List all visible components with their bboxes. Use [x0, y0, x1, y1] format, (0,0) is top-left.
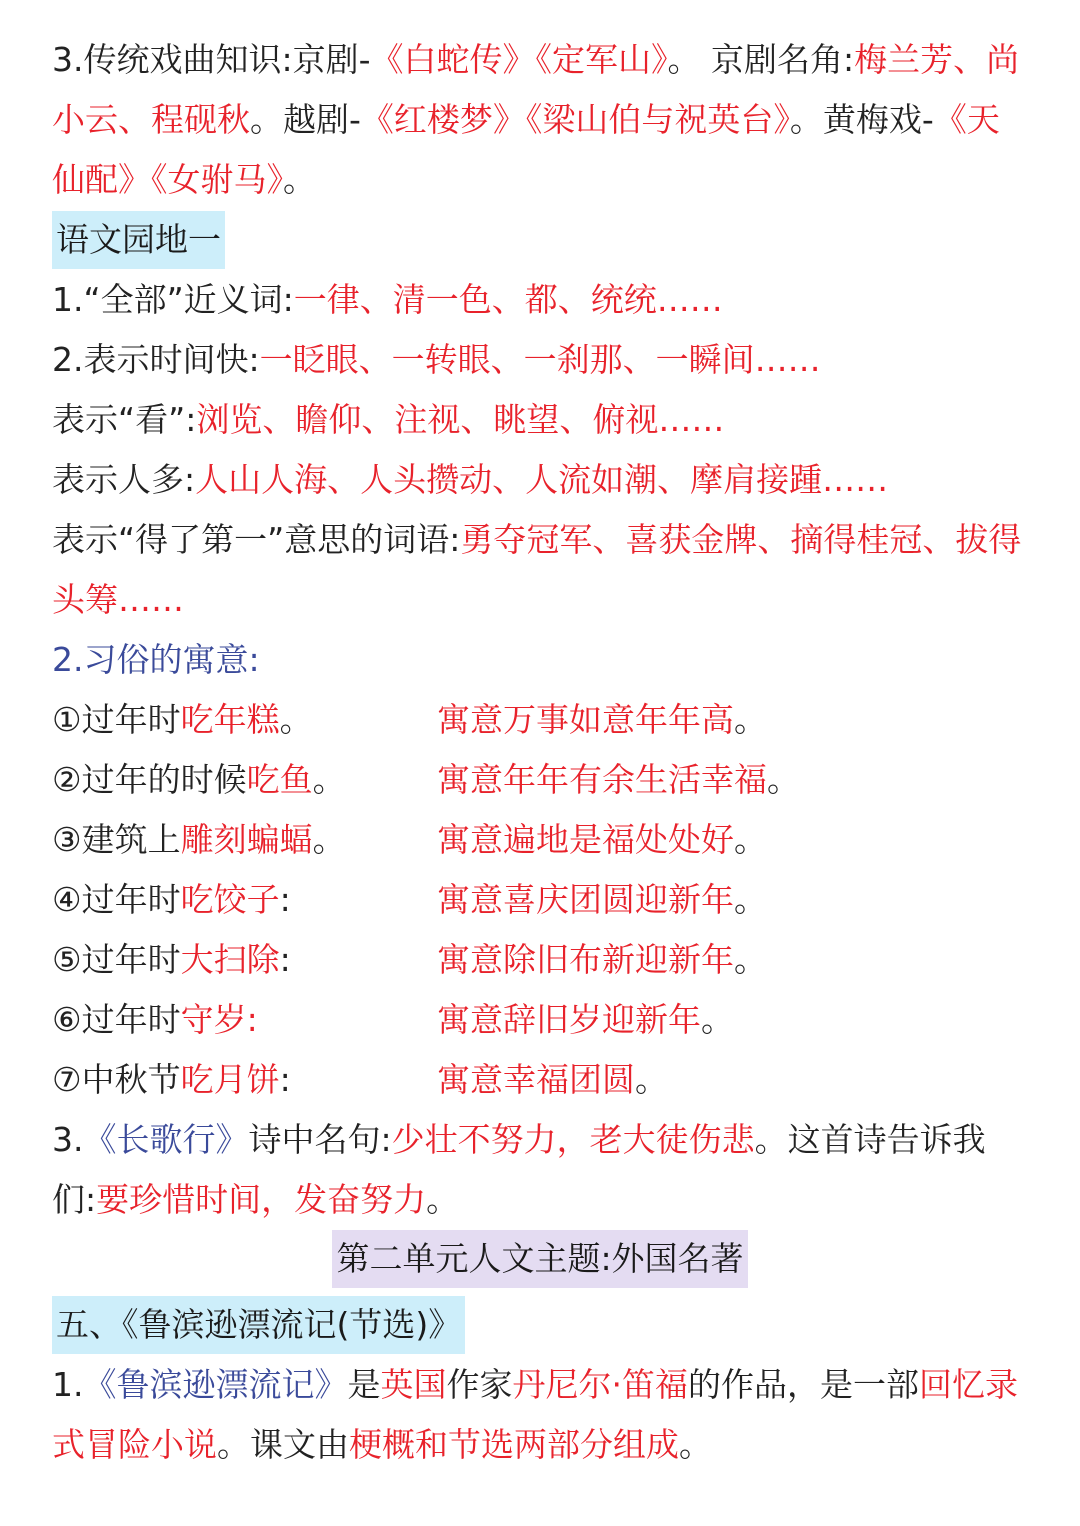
lesson-five-text-1: 是 — [347, 1365, 381, 1404]
custom-meaning-cell — [437, 1050, 668, 1110]
yue-opera-works: 《红楼梦》《梁山伯与祝英台》 — [360, 100, 790, 139]
custom-post: : — [279, 880, 291, 919]
custom-row — [52, 750, 1028, 810]
custom-pre: 过年时 — [81, 1000, 181, 1039]
unit-two-heading: 第二单元人文主题:外国名著 — [332, 1230, 747, 1288]
book-title: 《鲁滨逊漂流记》 — [83, 1365, 348, 1404]
custom-number: ⑦ — [52, 1060, 82, 1099]
lesson-five-text-3: 的作品，是一部 — [688, 1365, 919, 1404]
custom-pre: 建筑上 — [81, 820, 181, 859]
custom-pre: 中秋节 — [81, 1060, 181, 1099]
text-parts: 梗概和节选两部分组成 — [349, 1425, 679, 1464]
custom-number: ② — [52, 760, 82, 799]
unit-two-heading-row — [52, 1230, 1028, 1295]
garden-one-heading-row — [52, 210, 1028, 270]
crowd-label: 表示人多: — [52, 460, 196, 499]
peking-opera-actors: 梅兰芳、尚小云、程砚秋 — [52, 40, 1020, 139]
custom-number: ⑤ — [52, 940, 82, 979]
custom-pre: 过年时 — [81, 880, 181, 919]
opera-mid-3: 。黄梅戏- — [789, 100, 934, 139]
custom-meaning: 寓意喜庆团圆迎新年 — [437, 880, 734, 919]
custom-item — [52, 690, 437, 750]
poem-quote: 少壮不努力，老大徒伤悲 — [391, 1120, 755, 1159]
custom-post: 。 — [312, 760, 346, 799]
custom-item — [52, 750, 437, 810]
custom-meaning: 寓意遍地是福处处好 — [437, 820, 734, 859]
crowd-line — [52, 450, 1028, 510]
poem-title: 《长歌行》 — [83, 1120, 249, 1159]
opera-paragraph — [52, 30, 1028, 210]
first-place-paragraph — [52, 510, 1028, 630]
custom-pre: 过年时 — [81, 700, 181, 739]
lesson-five-heading-row — [52, 1295, 1028, 1355]
custom-row — [52, 870, 1028, 930]
author-country: 英国 — [380, 1365, 447, 1404]
crowd-value: 人山人海、人头攒动、人流如潮、摩肩接踵…… — [195, 460, 889, 499]
custom-item — [52, 930, 437, 990]
custom-meaning: 寓意辞旧岁迎新年 — [437, 1000, 701, 1039]
custom-key: 雕刻蝙蝠 — [180, 820, 313, 859]
lesson-five-text-2: 作家 — [446, 1365, 513, 1404]
custom-meaning: 寓意除旧布新迎新年 — [437, 940, 734, 979]
poem-paragraph — [52, 1110, 1028, 1230]
custom-meaning: 寓意万事如意年年高 — [437, 700, 734, 739]
look-label: 表示“看”: — [52, 400, 197, 439]
custom-key: 大扫除 — [180, 940, 280, 979]
custom-key: 吃饺子 — [180, 880, 280, 919]
custom-number: ④ — [52, 880, 82, 919]
custom-meaning: 寓意幸福团圆 — [437, 1060, 635, 1099]
custom-row — [52, 930, 1028, 990]
custom-row — [52, 1050, 1028, 1110]
custom-meaning-end: 。 — [635, 1060, 668, 1099]
lesson-five-number: 1. — [52, 1365, 84, 1404]
synonyms-label: 1.“全部”近义词: — [52, 280, 294, 319]
synonyms-value: 一律、清一色、都、统统…… — [293, 280, 723, 319]
poem-end: 。 — [426, 1180, 460, 1219]
opera-mid-2: 。越剧- — [250, 100, 361, 139]
custom-post: : — [279, 1060, 291, 1099]
synonyms-line — [52, 270, 1028, 330]
custom-item — [52, 1050, 437, 1110]
customs-title: 2.习俗的寓意: — [52, 640, 260, 679]
lesson-five-text-4: 。课文由 — [217, 1425, 349, 1464]
poem-mid-2: 。这首诗告诉我们: — [52, 1120, 986, 1219]
custom-row — [52, 990, 1028, 1050]
time-fast-line — [52, 330, 1028, 390]
custom-meaning-cell — [437, 810, 767, 870]
custom-meaning-end: 。 — [734, 700, 767, 739]
peking-opera-works: 《白蛇传》《定军山》 — [370, 40, 668, 79]
custom-pre: 过年时 — [81, 940, 181, 979]
opera-mid-1: 。 京剧名角: — [667, 40, 855, 79]
book-genre: 回忆录式冒险小说 — [52, 1365, 1018, 1464]
custom-item — [52, 990, 437, 1050]
custom-key: 吃月饼 — [180, 1060, 280, 1099]
custom-meaning-end: 。 — [734, 940, 767, 979]
custom-pre: 过年的时候 — [81, 760, 247, 799]
lesson-five-paragraph — [52, 1355, 1028, 1475]
custom-post: : — [279, 940, 291, 979]
custom-meaning-end: 。 — [701, 1000, 734, 1039]
opera-end: 。 — [283, 160, 316, 199]
custom-row — [52, 810, 1028, 870]
custom-post: 。 — [279, 700, 313, 739]
huangmei-opera-works: 《天仙配》《女驸马》 — [52, 100, 1000, 199]
custom-meaning-cell — [437, 930, 767, 990]
time-fast-value: 一眨眼、一转眼、一刹那、一瞬间…… — [259, 340, 821, 379]
custom-meaning: 寓意年年有余生活幸福 — [437, 760, 767, 799]
look-value: 浏览、瞻仰、注视、眺望、俯视…… — [196, 400, 725, 439]
custom-item — [52, 810, 437, 870]
lesson-five-heading: 五、《鲁滨逊漂流记(节选)》 — [52, 1296, 465, 1354]
custom-meaning-cell — [437, 990, 734, 1050]
custom-meaning-cell — [437, 750, 800, 810]
custom-meaning-cell — [437, 690, 767, 750]
poem-mid: 诗中名句: — [248, 1120, 392, 1159]
first-place-label: 表示“得了第一”意思的词语: — [52, 520, 461, 559]
custom-number: ⑥ — [52, 1000, 82, 1039]
custom-meaning-end: 。 — [734, 820, 767, 859]
custom-meaning-cell — [437, 870, 767, 930]
custom-number: ③ — [52, 820, 82, 859]
customs-list — [52, 690, 1028, 1110]
poem-number: 3. — [52, 1120, 84, 1159]
custom-key: 守岁: — [180, 1000, 258, 1039]
custom-post: 。 — [312, 820, 346, 859]
look-line — [52, 390, 1028, 450]
poem-lesson: 要珍惜时间，发奋努力 — [96, 1180, 427, 1219]
custom-row — [52, 690, 1028, 750]
custom-key: 吃年糕 — [180, 700, 280, 739]
custom-number: ① — [52, 700, 82, 739]
garden-one-heading: 语文园地一 — [52, 211, 225, 269]
opera-prefix: 3.传统戏曲知识:京剧- — [52, 40, 371, 79]
lesson-five-text-5: 。 — [679, 1425, 712, 1464]
custom-item — [52, 870, 437, 930]
author-name: 丹尼尔·笛福 — [512, 1365, 688, 1404]
time-fast-label: 2.表示时间快: — [52, 340, 260, 379]
custom-meaning-end: 。 — [734, 880, 767, 919]
custom-meaning-end: 。 — [767, 760, 800, 799]
custom-key: 吃鱼 — [246, 760, 313, 799]
first-place-value: 勇夺冠军、喜获金牌、摘得桂冠、拔得头筹…… — [52, 520, 1022, 619]
